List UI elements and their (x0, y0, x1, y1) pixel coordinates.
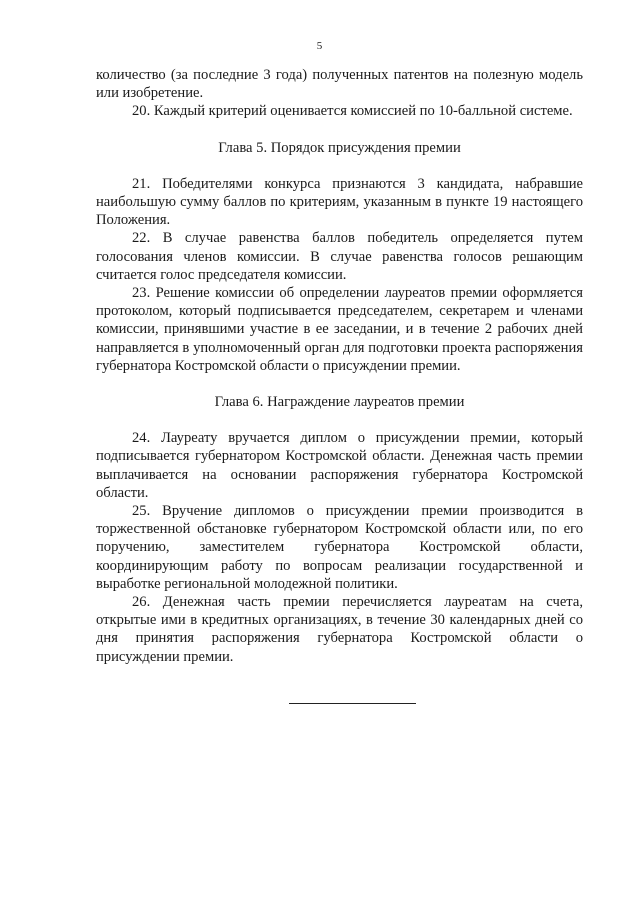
document-body (96, 66, 583, 666)
paragraph-22: 22. В случае равенства баллов победитель определяется путем голосования членов комиссии. В случае равенства голосов решающим считается голос председателя комиссии. (96, 230, 583, 283)
chapter-6-heading: Глава 6. Награждение лауреатов премии (214, 394, 465, 411)
paragraph-continuation: количество (за последние 3 года) полученных патентов на полезную модель или изобретение. (96, 67, 583, 102)
chapter-5-heading: Глава 5. Порядок присуждения премии (218, 139, 461, 156)
end-separator-line (289, 703, 416, 704)
paragraph-20: 20. Каждый критерий оценивается комиссией по 10-балльной системе. (132, 103, 573, 120)
paragraph-25: 25. Вручение дипломов о присуждении премии производится в торжественной обстановке губернатором Костромской области или, по его поручению, заместителем губернатора Костромской области, координирующим работу по вопросам реализации государственной и выработке региональной молодежной политики. (96, 503, 583, 592)
paragraph-24: 24. Лауреату вручается диплом о присуждении премии, который подписывается губернатором Костромской области. Денежная часть премии выплачивается на основании распоряжения губернатора Костромской области. (96, 430, 583, 501)
paragraph-26: 26. Денежная часть премии перечисляется лауреатам на счета, открытые ими в кредитных организациях, в течение 30 календарных дней со дня принятия распоряжения губернатора Костромской области о присуждении премии. (96, 594, 583, 665)
page-number: 5 (316, 40, 323, 52)
paragraph-23: 23. Решение комиссии об определении лауреатов премии оформляется протоколом, который подписывается председателем, секретарем и членами комиссии, принявшими участие в ее заседании, и в течение 2 рабочих дней направляется в уполномоченный орган для подготовки проекта распоряжения губернатора Костромской области о присуждении премии. (96, 285, 583, 374)
paragraph-21: 21. Победителями конкурса признаются 3 кандидата, набравшие наибольшую сумму баллов по критериям, указанным в пункте 19 настоящего Положения. (96, 175, 583, 229)
